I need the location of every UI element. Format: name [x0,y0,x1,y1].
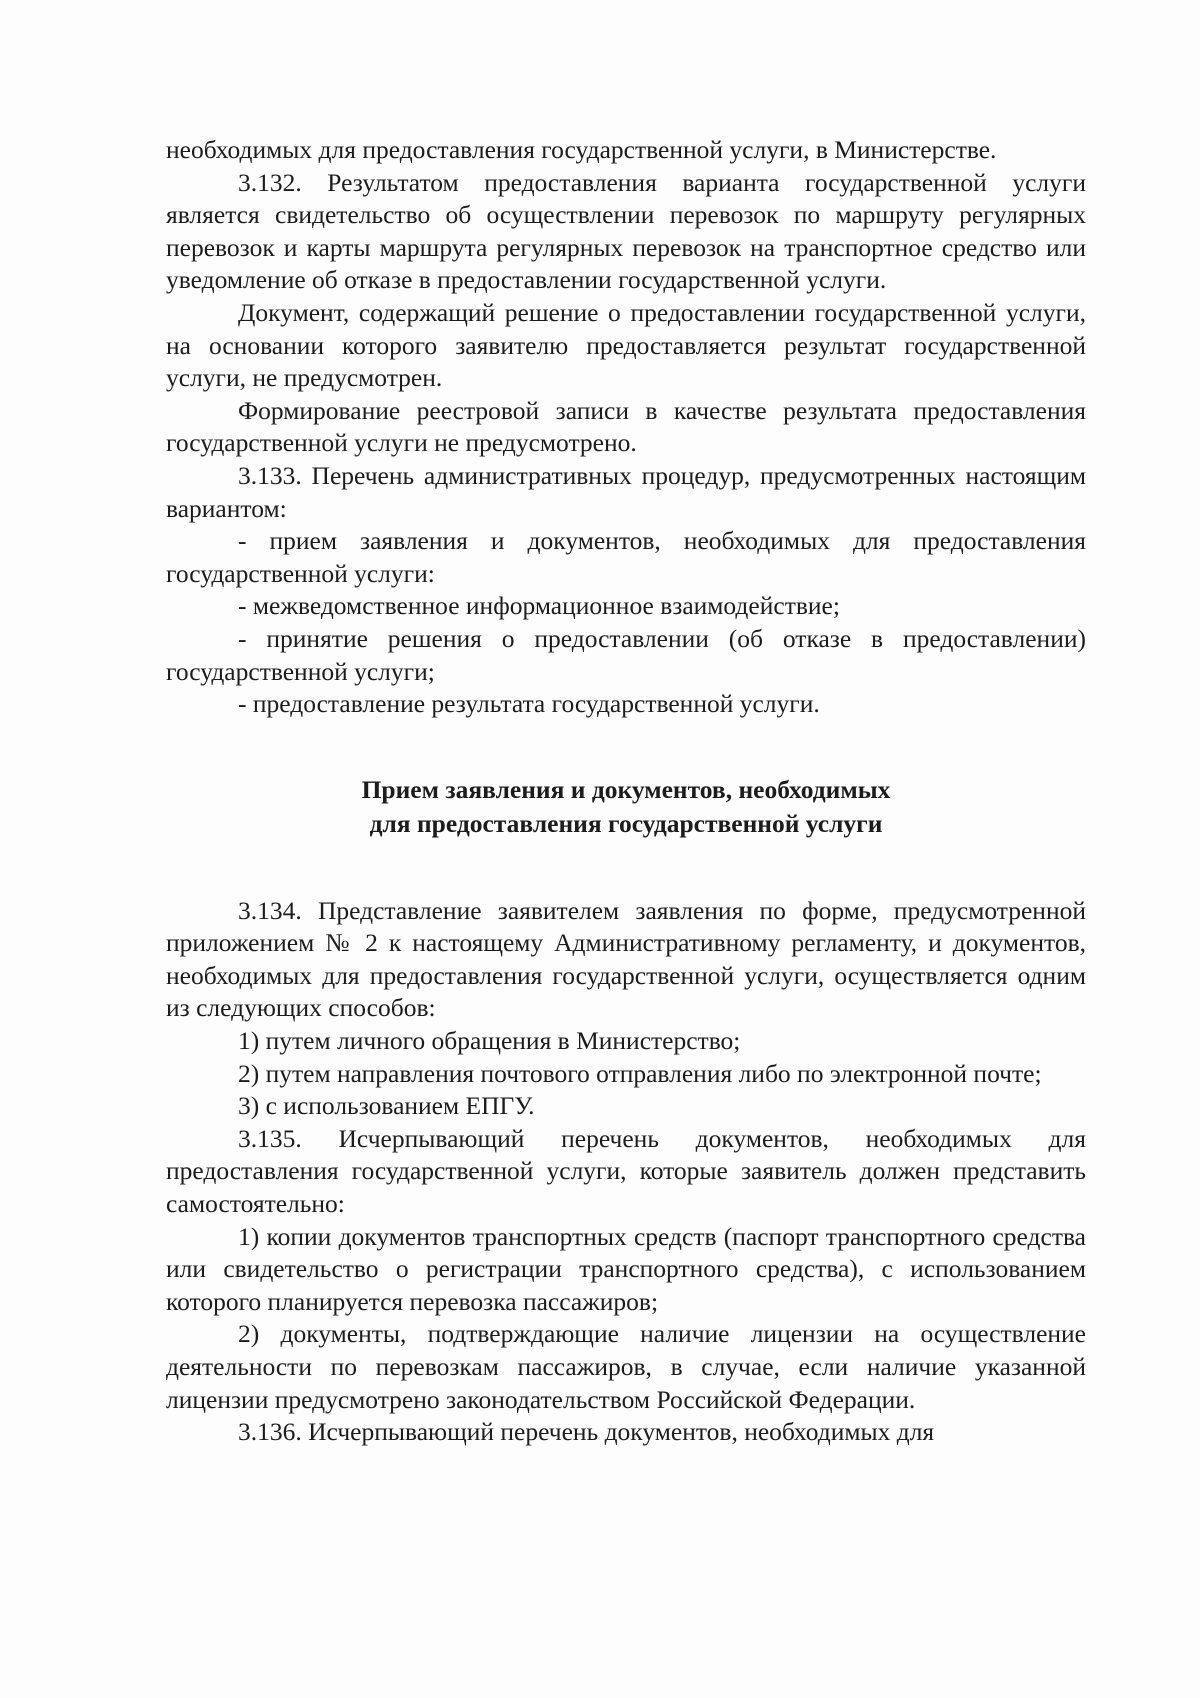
paragraph-registry-record: Формирование реестровой записи в качестве результата предоставления государственной услуги не предусмотрено. [166,395,1086,458]
list-item-method-2: 2) путем направления почтового отправления либо по электронной почте; [238,1058,1042,1088]
paragraph-3-132: 3.132. Результатом предоставления варианта государственной услуги является свидетельство об осуществлении перевозок по маршруту регулярных перевозок и карты маршрута регулярных перевозок на транспортное средство или уведомление об отказе в предоставлении государственной услуги. [166,167,1086,295]
section-heading [166,773,1086,841]
section-heading-line-1: Прием заявления и документов, необходимых [361,774,891,804]
list-item-procedure-3: - принятие решения о предоставлении (об отказе в предоставлении) государственной услуги; [166,623,1086,686]
paragraph-3-136: 3.136. Исчерпывающий перечень документов, необходимых для [238,1417,935,1447]
list-item-procedure-4: - предоставление результата государственной услуги. [238,689,820,719]
paragraph-decision-document: Документ, содержащий решение о предоставлении государственной услуги, на основании которого заявителю предоставляется результат государственной услуги, не предусмотрен. [166,297,1086,393]
list-item-document-2: 2) документы, подтверждающие наличие лицензии на осуществление деятельности по перевозкам пассажиров, в случае, если наличие указанной лицензии предусмотрено законодательством Российской Федерации. [166,1319,1086,1414]
paragraph-continuation: необходимых для предоставления государственной услуги, в Министерстве. [166,135,997,164]
list-item-document-1: 1) копии документов транспортных средств (паспорт транспортного средства или свидетельство о регистрации транспортного средства), с использованием которого планируется перевозка пассажиров; [166,1221,1086,1316]
list-item-procedure-1: - прием заявления и документов, необходимых для предоставления государственной услуги: [166,526,1086,588]
paragraph-3-135: 3.135. Исчерпывающий перечень документов, необходимых для предоставления государственной услуги, которые заявитель должен представить самостоятельно: [166,1123,1086,1219]
list-item-procedure-2: - межведомственное информационное взаимодействие; [238,591,840,621]
section-heading-line-2: для предоставления государственной услуги [369,808,883,838]
list-item-method-3: 3) с использованием ЕПГУ. [238,1091,535,1121]
paragraph-3-134: 3.134. Представление заявителем заявления по форме, предусмотренной приложением № 2 к настоящему Административному регламенту, и документов, необходимых для предоставления государственной услуги, осуществляется одним из следующих способов: [166,895,1086,1023]
document-body [166,134,1086,1449]
paragraph-3-133: 3.133. Перечень административных процедур, предусмотренных настоящим вариантом: [166,460,1086,523]
list-item-method-1: 1) путем личного обращения в Министерство; [238,1026,741,1056]
